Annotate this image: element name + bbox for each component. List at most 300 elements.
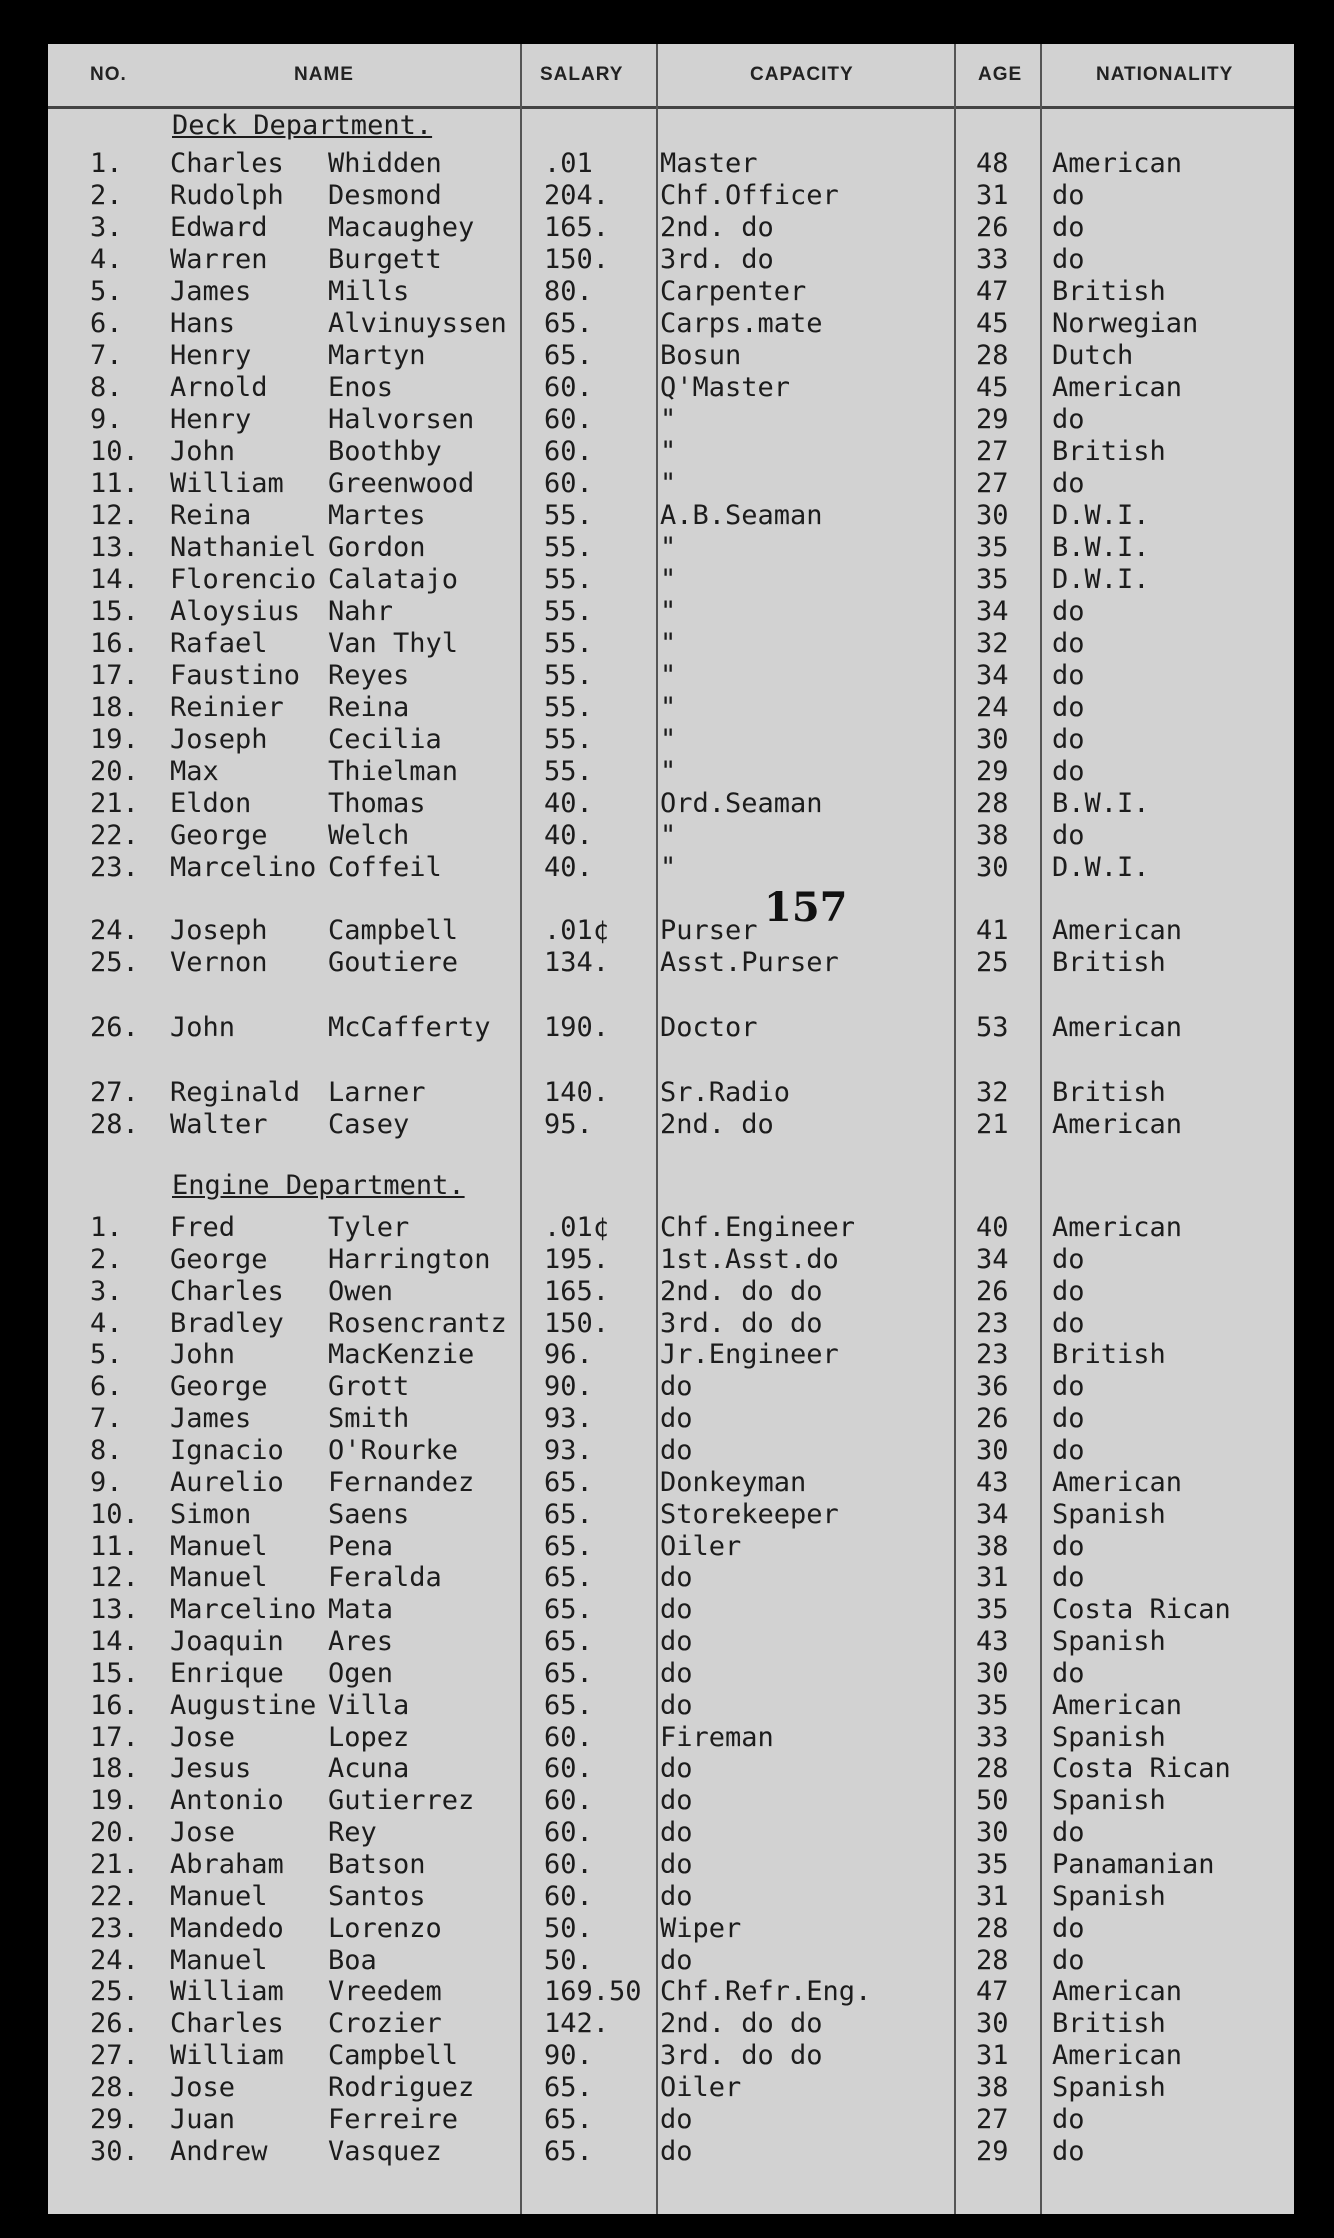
cell-capacity: Master — [660, 148, 758, 179]
cell-capacity: " — [660, 820, 677, 851]
cell-salary: 65. — [544, 1689, 593, 1721]
cell-nationality: do — [1052, 404, 1085, 435]
cell-salary: 65. — [544, 2135, 593, 2167]
cell-capacity: do — [660, 1849, 693, 1880]
table-row — [48, 1077, 1294, 1109]
cell-first: Jose — [170, 2071, 236, 2103]
cell-age: 35 — [976, 564, 1009, 595]
cell-nationality: American — [1052, 372, 1183, 403]
cell-age: 33 — [976, 1721, 1009, 1753]
cell-capacity: do — [660, 1562, 693, 1594]
column-header-row — [48, 44, 1294, 109]
deck-department-heading: Deck Department. — [172, 110, 433, 141]
cell-salary: 65. — [544, 308, 593, 339]
cell-salary: 55. — [544, 532, 593, 563]
table-row — [48, 724, 1294, 756]
cell-salary: 65. — [544, 1498, 593, 1530]
cell-nationality: do — [1052, 724, 1085, 755]
table-row — [48, 756, 1294, 788]
cell-last: Whidden — [328, 148, 442, 179]
cell-salary: 55. — [544, 660, 593, 691]
cell-nationality: American — [1052, 1012, 1183, 1043]
cell-capacity: Bosun — [660, 340, 742, 371]
cell-first: Andrew — [170, 2135, 268, 2167]
cell-no: 18. — [90, 1753, 139, 1785]
cell-salary: 65. — [544, 2071, 593, 2103]
cell-nationality: British — [1052, 436, 1166, 467]
cell-capacity: A.B.Seaman — [660, 500, 823, 531]
cell-age: 34 — [976, 596, 1009, 627]
cell-first: Charles — [170, 1275, 284, 1307]
cell-last: Santos — [328, 1880, 426, 1912]
cell-nationality: British — [1052, 947, 1166, 978]
cell-last: Enos — [328, 372, 394, 403]
cell-nationality: American — [1052, 915, 1183, 946]
table-row — [48, 1212, 1294, 1244]
cell-no: 8. — [90, 372, 123, 403]
cell-age: 30 — [976, 724, 1009, 755]
cell-nationality: do — [1052, 628, 1085, 659]
cell-salary: 165. — [544, 212, 610, 243]
table-row — [48, 564, 1294, 596]
cell-age: 30 — [976, 2008, 1009, 2040]
cell-no: 7. — [90, 1403, 123, 1435]
cell-nationality: Panamanian — [1052, 1849, 1215, 1880]
cell-capacity: " — [660, 532, 677, 563]
cell-first: Manuel — [170, 1530, 268, 1562]
cell-nationality: D.W.I. — [1052, 852, 1150, 883]
cell-capacity: 2nd. do do — [660, 1275, 823, 1307]
cell-age: 35 — [976, 532, 1009, 563]
cell-age: 21 — [976, 1109, 1009, 1140]
cell-no: 28. — [90, 2071, 139, 2103]
cell-salary: 204. — [544, 180, 610, 211]
cell-age: 30 — [976, 852, 1009, 883]
cell-age: 33 — [976, 244, 1009, 275]
cell-last: Vreedem — [328, 1976, 442, 2008]
table-row — [48, 1849, 1294, 1881]
cell-first: Ignacio — [170, 1434, 284, 1466]
cell-last: Rodriguez — [328, 2071, 475, 2103]
cell-no: 1. — [90, 1212, 123, 1243]
cell-last: Welch — [328, 820, 410, 851]
cell-salary: 65. — [544, 1626, 593, 1658]
table-row — [48, 500, 1294, 532]
cell-capacity: Fireman — [660, 1721, 774, 1753]
cell-capacity: do — [660, 1753, 693, 1785]
cell-no: 22. — [90, 820, 139, 851]
cell-age: 38 — [976, 1530, 1009, 1562]
cell-salary: 55. — [544, 500, 593, 531]
cell-last: Ogen — [328, 1657, 394, 1689]
cell-age: 27 — [976, 436, 1009, 467]
cell-first: Charles — [170, 148, 284, 179]
cell-age: 31 — [976, 1562, 1009, 1594]
cell-age: 47 — [976, 276, 1009, 307]
cell-age: 35 — [976, 1849, 1009, 1880]
cell-no: 7. — [90, 340, 123, 371]
table-row — [48, 660, 1294, 692]
table-row — [48, 915, 1294, 947]
cell-capacity: " — [660, 660, 677, 691]
cell-capacity: 3rd. do do — [660, 1307, 823, 1339]
cell-nationality: do — [1052, 1403, 1085, 1435]
cell-nationality: do — [1052, 468, 1085, 499]
cell-nationality: do — [1052, 1657, 1085, 1689]
cell-no: 29. — [90, 2103, 139, 2135]
cell-salary: 60. — [544, 1880, 593, 1912]
cell-last: Casey — [328, 1109, 410, 1140]
cell-last: Reina — [328, 692, 410, 723]
cell-no: 20. — [90, 1817, 139, 1849]
cell-salary: 169.50 — [544, 1976, 642, 2008]
cell-first: George — [170, 820, 268, 851]
cell-salary: 190. — [544, 1012, 610, 1043]
table-row — [48, 340, 1294, 372]
cell-no: 2. — [90, 180, 123, 211]
table-row — [48, 1308, 1294, 1340]
table-row — [48, 1976, 1294, 2008]
cell-first: George — [170, 1371, 268, 1403]
table-row — [48, 692, 1294, 724]
cell-capacity: do — [660, 1817, 693, 1849]
cell-last: Fernandez — [328, 1466, 475, 1498]
header-name: NAME — [294, 64, 354, 85]
cell-salary: 65. — [544, 1466, 593, 1498]
cell-age: 28 — [976, 788, 1009, 819]
cell-salary: 150. — [544, 1307, 610, 1339]
cell-capacity: do — [660, 1403, 693, 1435]
cell-no: 6. — [90, 1371, 123, 1403]
cell-salary: .01¢ — [544, 1212, 610, 1243]
cell-first: Manuel — [170, 1880, 268, 1912]
cell-age: 38 — [976, 2071, 1009, 2103]
cell-salary: 90. — [544, 1371, 593, 1403]
cell-age: 36 — [976, 1371, 1009, 1403]
cell-last: Boa — [328, 1944, 377, 1976]
cell-last: Martyn — [328, 340, 426, 371]
cell-last: Macaughey — [328, 212, 475, 243]
cell-no: 5. — [90, 276, 123, 307]
cell-last: Smith — [328, 1403, 410, 1435]
cell-last: Lorenzo — [328, 1912, 442, 1944]
table-row — [48, 1881, 1294, 1913]
table-row — [48, 276, 1294, 308]
cell-age: 30 — [976, 1817, 1009, 1849]
table-row — [48, 852, 1294, 884]
cell-nationality: British — [1052, 1339, 1166, 1371]
cell-no: 8. — [90, 1434, 123, 1466]
cell-no: 19. — [90, 1785, 139, 1817]
cell-nationality: D.W.I. — [1052, 564, 1150, 595]
cell-no: 15. — [90, 596, 139, 627]
table-row — [48, 1012, 1294, 1044]
cell-capacity: do — [660, 1434, 693, 1466]
cell-nationality: do — [1052, 660, 1085, 691]
cell-salary: 50. — [544, 1912, 593, 1944]
cell-no: 30. — [90, 2135, 139, 2167]
cell-nationality: do — [1052, 244, 1085, 275]
cell-no: 6. — [90, 308, 123, 339]
cell-nationality: Norwegian — [1052, 308, 1199, 339]
cell-last: Crozier — [328, 2008, 442, 2040]
table-row — [48, 2008, 1294, 2040]
table-row — [48, 1403, 1294, 1435]
cell-salary: 60. — [544, 1817, 593, 1849]
cell-salary: 150. — [544, 244, 610, 275]
cell-no: 1. — [90, 148, 123, 179]
table-row — [48, 1626, 1294, 1658]
cell-salary: 95. — [544, 1109, 593, 1140]
cell-first: Jesus — [170, 1753, 252, 1785]
cell-capacity: Q'Master — [660, 372, 791, 403]
cell-capacity: Purser — [660, 915, 758, 946]
cell-last: Pena — [328, 1530, 394, 1562]
cell-salary: 55. — [544, 756, 593, 787]
cell-no: 9. — [90, 404, 123, 435]
cell-age: 47 — [976, 1976, 1009, 2008]
cell-last: Thielman — [328, 756, 459, 787]
cell-capacity: 1st.Asst.do — [660, 1243, 839, 1275]
cell-capacity: do — [660, 1626, 693, 1658]
cell-nationality: do — [1052, 180, 1085, 211]
cell-first: John — [170, 1339, 236, 1371]
cell-last: Gordon — [328, 532, 426, 563]
cell-no: 4. — [90, 1307, 123, 1339]
cell-salary: 50. — [544, 1944, 593, 1976]
cell-no: 2. — [90, 1243, 123, 1275]
cell-last: Coffeil — [328, 852, 442, 883]
cell-age: 25 — [976, 947, 1009, 978]
cell-first: Juan — [170, 2103, 236, 2135]
cell-age: 43 — [976, 1466, 1009, 1498]
cell-capacity: Chf.Officer — [660, 180, 839, 211]
cell-capacity: do — [660, 1785, 693, 1817]
cell-capacity: Carpenter — [660, 276, 807, 307]
cell-nationality: do — [1052, 2135, 1085, 2167]
cell-salary: 55. — [544, 692, 593, 723]
cell-first: Joseph — [170, 915, 268, 946]
cell-capacity: " — [660, 852, 677, 883]
cell-capacity: do — [660, 1371, 693, 1403]
cell-age: 34 — [976, 660, 1009, 691]
table-row — [48, 596, 1294, 628]
cell-no: 23. — [90, 1912, 139, 1944]
cell-age: 30 — [976, 500, 1009, 531]
cell-salary: 55. — [544, 724, 593, 755]
cell-nationality: Spanish — [1052, 2071, 1166, 2103]
cell-last: Campbell — [328, 2040, 459, 2072]
cell-salary: 65. — [544, 1562, 593, 1594]
cell-salary: 65. — [544, 1594, 593, 1626]
cell-first: William — [170, 468, 284, 499]
cell-first: Marcelino — [170, 852, 317, 883]
crew-list-page — [48, 44, 1294, 2214]
cell-last: Greenwood — [328, 468, 475, 499]
cell-capacity: " — [660, 724, 677, 755]
cell-nationality: British — [1052, 276, 1166, 307]
cell-last: Burgett — [328, 244, 442, 275]
cell-nationality: American — [1052, 2040, 1183, 2072]
cell-age: 23 — [976, 1339, 1009, 1371]
cell-first: Rafael — [170, 628, 268, 659]
cell-last: Ares — [328, 1626, 394, 1658]
cell-capacity: Doctor — [660, 1012, 758, 1043]
cell-no: 26. — [90, 2008, 139, 2040]
cell-last: Feralda — [328, 1562, 442, 1594]
cell-capacity: do — [660, 1689, 693, 1721]
cell-capacity: " — [660, 628, 677, 659]
cell-nationality: do — [1052, 692, 1085, 723]
cell-first: Manuel — [170, 1562, 268, 1594]
cell-first: Simon — [170, 1498, 252, 1530]
cell-salary: .01 — [544, 148, 593, 179]
cell-age: 41 — [976, 915, 1009, 946]
cell-last: Goutiere — [328, 947, 459, 978]
cell-nationality: B.W.I. — [1052, 532, 1150, 563]
cell-no: 11. — [90, 468, 139, 499]
cell-salary: 60. — [544, 1753, 593, 1785]
cell-no: 21. — [90, 788, 139, 819]
cell-no: 27. — [90, 2040, 139, 2072]
cell-nationality: do — [1052, 1275, 1085, 1307]
cell-capacity: do — [660, 1944, 693, 1976]
cell-age: 35 — [976, 1594, 1009, 1626]
page-number-stamp: 157 — [764, 884, 848, 931]
cell-no: 23. — [90, 852, 139, 883]
cell-nationality: do — [1052, 1817, 1085, 1849]
cell-last: Thomas — [328, 788, 426, 819]
table-row — [48, 2136, 1294, 2168]
table-row — [48, 1785, 1294, 1817]
cell-nationality: Spanish — [1052, 1626, 1166, 1658]
cell-age: 24 — [976, 692, 1009, 723]
cell-age: 29 — [976, 404, 1009, 435]
cell-nationality: do — [1052, 820, 1085, 851]
cell-age: 27 — [976, 468, 1009, 499]
cell-first: Jose — [170, 1721, 236, 1753]
cell-first: Edward — [170, 212, 268, 243]
cell-no: 13. — [90, 1594, 139, 1626]
cell-first: Jose — [170, 1817, 236, 1849]
header-capacity: CAPACITY — [750, 64, 854, 85]
cell-nationality: D.W.I. — [1052, 500, 1150, 531]
cell-salary: 93. — [544, 1403, 593, 1435]
cell-first: Rudolph — [170, 180, 284, 211]
cell-salary: 60. — [544, 468, 593, 499]
cell-age: 34 — [976, 1498, 1009, 1530]
cell-last: Alvinuyssen — [328, 308, 507, 339]
cell-age: 43 — [976, 1626, 1009, 1658]
cell-nationality: Spanish — [1052, 1498, 1166, 1530]
table-row — [48, 532, 1294, 564]
cell-first: Mandedo — [170, 1912, 284, 1944]
cell-age: 38 — [976, 820, 1009, 851]
table-row — [48, 308, 1294, 340]
cell-first: Reginald — [170, 1077, 301, 1108]
cell-last: MacKenzie — [328, 1339, 475, 1371]
cell-salary: 60. — [544, 404, 593, 435]
engine-department-heading: Engine Department. — [172, 1170, 465, 1201]
cell-capacity: " — [660, 596, 677, 627]
cell-nationality: do — [1052, 1912, 1085, 1944]
cell-salary: .01¢ — [544, 915, 610, 946]
cell-age: 28 — [976, 1753, 1009, 1785]
header-no: NO. — [90, 64, 127, 85]
cell-first: Antonio — [170, 1785, 284, 1817]
cell-last: Rosencrantz — [328, 1307, 507, 1339]
cell-salary: 93. — [544, 1434, 593, 1466]
cell-salary: 40. — [544, 820, 593, 851]
cell-age: 28 — [976, 340, 1009, 371]
cell-last: Mills — [328, 276, 410, 307]
cell-last: Rey — [328, 1817, 377, 1849]
cell-first: Fred — [170, 1212, 236, 1243]
cell-nationality: Dutch — [1052, 340, 1134, 371]
cell-salary: 65. — [544, 340, 593, 371]
cell-salary: 90. — [544, 2040, 593, 2072]
cell-capacity: do — [660, 2135, 693, 2167]
cell-salary: 40. — [544, 788, 593, 819]
cell-last: Harrington — [328, 1243, 491, 1275]
table-row — [48, 1339, 1294, 1371]
cell-nationality: do — [1052, 596, 1085, 627]
cell-first: Aurelio — [170, 1466, 284, 1498]
table-row — [48, 1562, 1294, 1594]
cell-no: 21. — [90, 1849, 139, 1880]
table-row — [48, 1244, 1294, 1276]
cell-first: William — [170, 2040, 284, 2072]
cell-last: Calatajo — [328, 564, 459, 595]
cell-age: 32 — [976, 1077, 1009, 1108]
cell-nationality: American — [1052, 1212, 1183, 1243]
cell-last: Martes — [328, 500, 426, 531]
cell-no: 24. — [90, 1944, 139, 1976]
cell-salary: 195. — [544, 1243, 610, 1275]
table-row — [48, 1467, 1294, 1499]
cell-nationality: Spanish — [1052, 1880, 1166, 1912]
cell-first: Reinier — [170, 692, 284, 723]
table-row — [48, 468, 1294, 500]
cell-nationality: do — [1052, 1307, 1085, 1339]
cell-salary: 60. — [544, 1785, 593, 1817]
cell-nationality: do — [1052, 1243, 1085, 1275]
cell-first: Henry — [170, 404, 252, 435]
cell-last: Owen — [328, 1275, 394, 1307]
cell-nationality: do — [1052, 212, 1085, 243]
cell-no: 16. — [90, 1689, 139, 1721]
cell-age: 31 — [976, 180, 1009, 211]
cell-capacity: do — [660, 1657, 693, 1689]
cell-first: James — [170, 1403, 252, 1435]
cell-no: 28. — [90, 1109, 139, 1140]
cell-first: John — [170, 436, 236, 467]
cell-capacity: Asst.Purser — [660, 947, 839, 978]
cell-nationality: do — [1052, 1562, 1085, 1594]
cell-no: 14. — [90, 1626, 139, 1658]
cell-capacity: " — [660, 436, 677, 467]
cell-no: 12. — [90, 500, 139, 531]
cell-nationality: American — [1052, 1689, 1183, 1721]
cell-last: Halvorsen — [328, 404, 475, 435]
cell-capacity: Chf.Refr.Eng. — [660, 1976, 872, 2008]
table-row — [48, 436, 1294, 468]
cell-salary: 140. — [544, 1077, 610, 1108]
cell-no: 3. — [90, 212, 123, 243]
cell-nationality: American — [1052, 148, 1183, 179]
cell-age: 27 — [976, 2103, 1009, 2135]
table-row — [48, 1945, 1294, 1977]
